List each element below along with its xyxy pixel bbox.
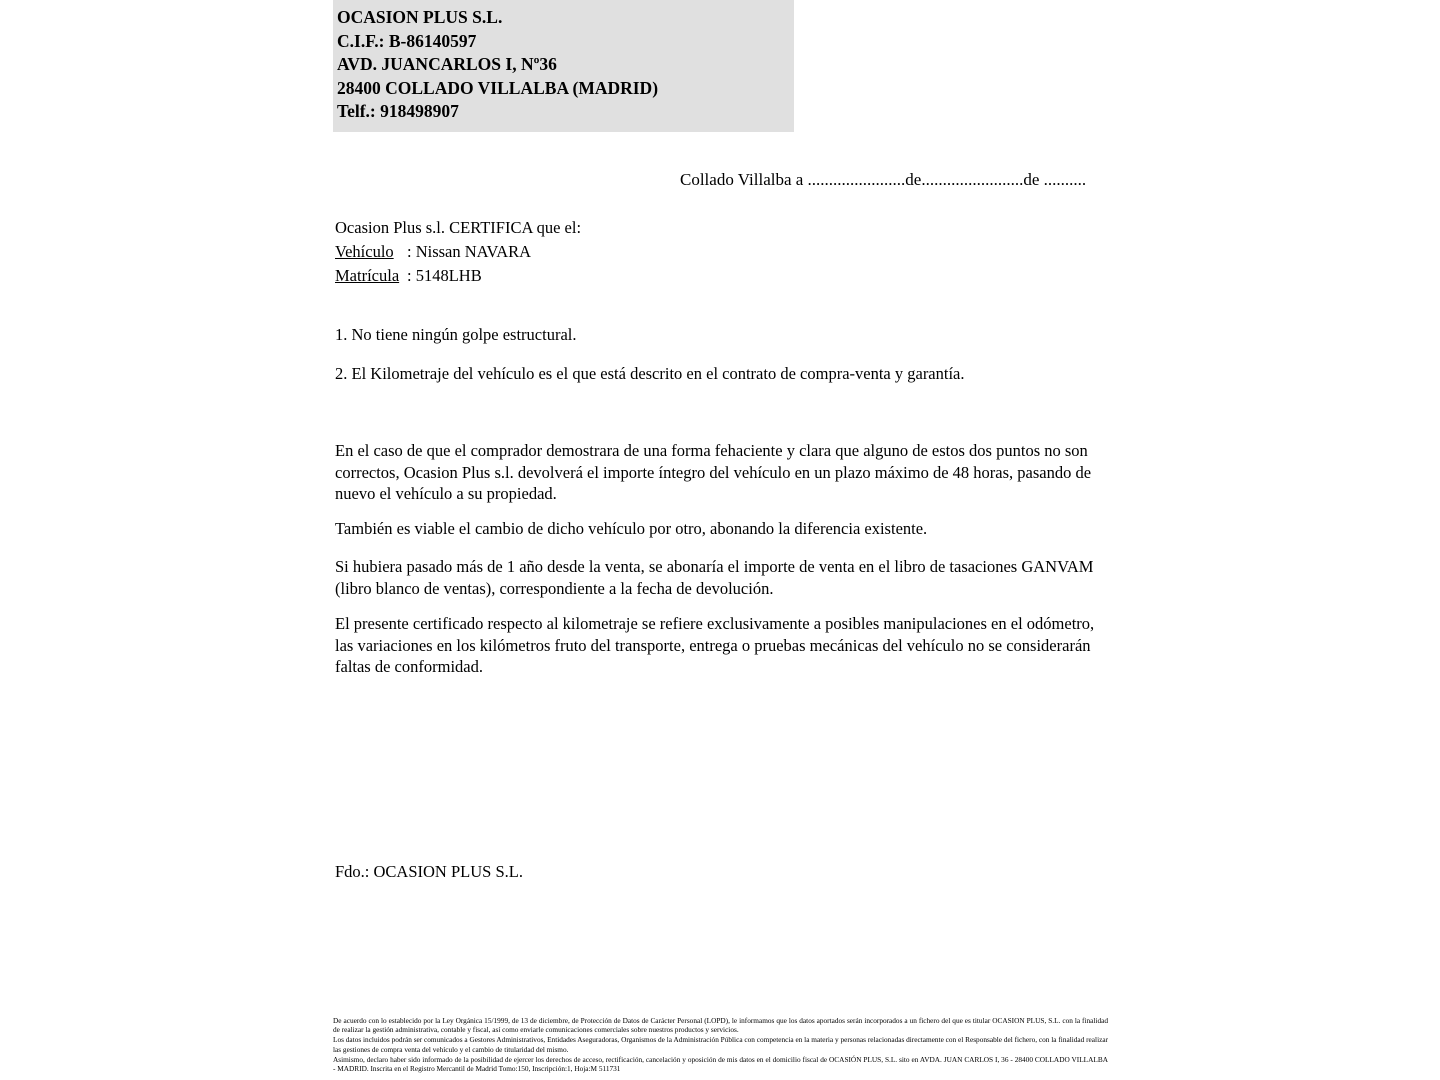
plate-value: : 5148LHB [407, 266, 482, 285]
company-cif: C.I.F.: B-86140597 [337, 30, 477, 51]
company-address: AVD. JUANCARLOS I, Nº36 [337, 54, 557, 74]
certification-block [335, 216, 581, 288]
paragraph-1: En el caso de que el comprador demostrara de una forma fehaciente y clara que alguno de estos dos puntos no son correctos, Ocasion Plus s.l. devolverá el importe íntegro del vehículo en un plazo máximo de 48 horas, pasando de nuevo el vehículo a su propiedad. [335, 441, 1092, 503]
company-phone: Telf.: 918498907 [337, 101, 459, 121]
plate-label: Matrícula [335, 266, 400, 285]
legal-paragraph-1: De acuerdo con lo establecido por la Ley Orgánica 15/1999, de 13 de diciembre, de Protección de Datos de Carácter Personal (LOPD), le informamos que los datos aportados serán incorporados a un fichero del que es titular OCASION PLUS, S.L. con la finalidad de realizar la gestión administrativa, contable y fiscal, así como enviarle comunicaciones comerciales sobre nuestros productos y servicios. [333, 1016, 1108, 1035]
signature-line: Fdo.: OCASION PLUS S.L. [335, 862, 523, 881]
vehicle-row [335, 240, 581, 264]
company-header-block [333, 0, 794, 132]
point-2: 2. El Kilometraje del vehículo es el que está descrito en el contrato de compra-venta y garantía. [335, 364, 965, 383]
vehicle-label: Vehículo [335, 242, 394, 261]
certifies-intro: Ocasion Plus s.l. CERTIFICA que el: [335, 218, 582, 237]
legal-footnote [333, 1016, 1108, 1074]
date-line: Collado Villalba a .......................de........................de .......... [680, 170, 1087, 189]
legal-paragraph-2: Los datos incluidos podrán ser comunicados a Gestores Administrativos, Entidades Aseguradoras, Organismos de la Administración Pública con competencia en la materia y personas relacionadas directamente con el Responsable del fichero, con la finalidad realizar las gestiones de compra venta del vehículo y el cambio de titularidad del mismo. [333, 1035, 1108, 1054]
legal-paragraph-3: Asimismo, declaro haber sido informado de la posibilidad de ejercer los derechos de acceso, rectificación, cancelación y oposición de mis datos en el domicilio fiscal de OCASIÓN PLUS, S.L. sito en AVDA. JUAN CARLOS I, 36 - 28400 COLLADO VILLALBA - MADRID. Inscrita en el Registro Mercantil de Madrid Tomo:150, Inscripción:1, Hoja:M 511731 [333, 1054, 1108, 1074]
company-name: OCASION PLUS S.L. [337, 7, 503, 27]
paragraph-4: El presente certificado respecto al kilometraje se refiere exclusivamente a posibles manipulaciones en el odómetro, las variaciones en los kilómetros fruto del transporte, entrega o pruebas mecánicas del vehículo no se considerarán faltas de conformidad. [335, 614, 1095, 676]
paragraph-2: También es viable el cambio de dicho vehículo por otro, abonando la diferencia existente. [335, 519, 928, 538]
company-city: 28400 COLLADO VILLALBA (MADRID) [337, 77, 659, 98]
plate-row [335, 264, 581, 288]
vehicle-value: : Nissan NAVARA [407, 242, 532, 261]
paragraph-3: Si hubiera pasado más de 1 año desde la venta, se abonaría el importe de venta en el libro de tasaciones GANVAM (libro blanco de ventas), correspondiente a la fecha de devolución. [335, 557, 1094, 598]
point-1: 1. No tiene ningún golpe estructural. [335, 325, 577, 344]
